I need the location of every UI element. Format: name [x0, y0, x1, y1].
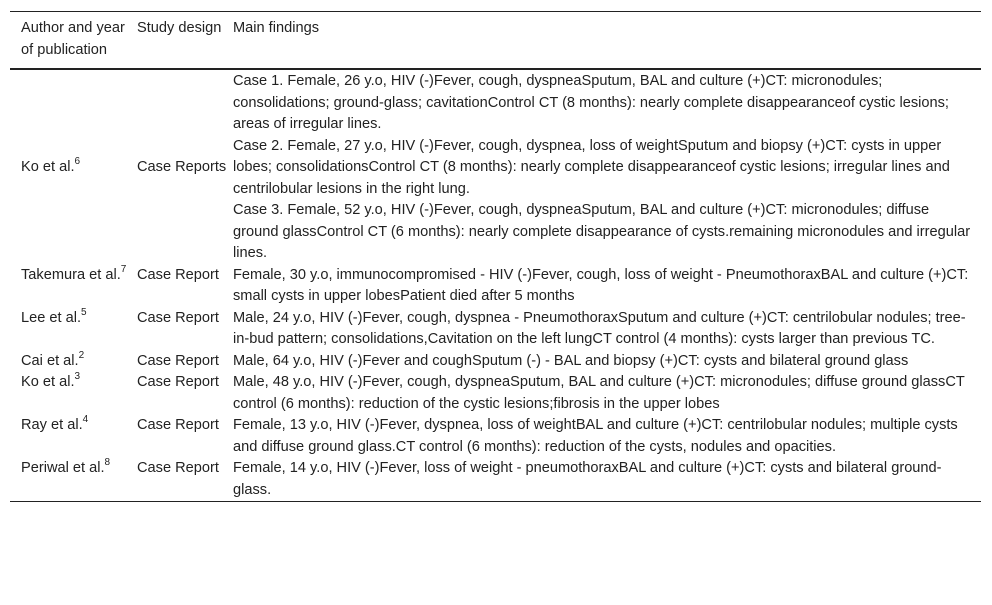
author-cell	[10, 265, 137, 308]
literature-table-container	[10, 11, 981, 502]
table-row	[10, 69, 981, 136]
header-author: Author and year of publication	[21, 20, 125, 58]
reference-number: 5	[81, 306, 87, 318]
findings-cell: Case 3. Female, 52 y.o, HIV (-)Fever, cough, dyspneaSputum, BAL and culture (+)CT: micronodules; diffuse ground glassControl CT (6 months): nearly complete disappearance of cysts.remaining micronodules and irregular lines.	[233, 202, 971, 261]
author-name: Ray et al.	[21, 417, 83, 433]
author-cell	[10, 351, 137, 373]
author-cell	[10, 415, 137, 458]
design-cell: Case Report	[137, 309, 219, 326]
design-cell: Case Report	[137, 417, 219, 433]
findings-cell: Female, 13 y.o, HIV (-)Fever, dyspnea, loss of weightBAL and culture (+)CT: centrilobular nodules; multiple cysts and diffuse ground glass.CT control (6 months): reduction of the cysts, nodules and opacities.	[233, 417, 958, 455]
header-findings: Main findings	[233, 20, 319, 36]
header-row	[10, 12, 981, 70]
table-row	[10, 372, 981, 415]
reference-number: 8	[104, 457, 111, 469]
design-cell: Case Report	[137, 374, 219, 390]
design-cell: Case Reports	[137, 159, 227, 175]
reference-number: 6	[74, 156, 81, 168]
design-cell: Case Report	[137, 352, 219, 369]
author-cell	[10, 372, 137, 415]
author-name: Ko et al.	[21, 374, 75, 390]
reference-number: 7	[120, 263, 127, 275]
author-name: Takemura et al.	[21, 266, 121, 283]
findings-cell: Female, 14 y.o, HIV (-)Fever, loss of weight - pneumothoraxBAL and culture (+)CT: cysts and bilateral ground-glass.	[233, 460, 942, 498]
findings-cell: Female, 30 y.o, immunocompromised - HIV (-)Fever, cough, loss of weight - PneumothoraxBAL and culture (+)CT: small cysts in upper lobesPatient died after 5 months	[233, 266, 969, 304]
findings-cell: Case 1. Female, 26 y.o, HIV (-)Fever, cough, dyspneaSputum, BAL and culture (+)CT: micronodules; consolidations; ground-glass; cavitationControl CT (8 months): nearly complete disappearanceof cystic lesions; areas of irregular lines.	[233, 73, 949, 132]
author-cell	[10, 69, 137, 265]
findings-cell: Male, 24 y.o, HIV (-)Fever, cough, dyspnea - PneumothoraxSputum and culture (+)CT: centrilobular nodules; tree-in-bud pattern; consolidations,Cavitation on the left lungCT control (4 months): cysts larger than previous TC.	[233, 309, 966, 347]
table-row	[10, 265, 981, 308]
author-name: Cai et al.	[21, 352, 79, 369]
author-name: Lee et al.	[21, 309, 82, 326]
design-cell: Case Report	[137, 266, 219, 283]
table-row	[10, 351, 981, 373]
table-row	[10, 415, 981, 458]
reference-number: 2	[78, 349, 85, 361]
table-row	[10, 458, 981, 502]
reference-number: 4	[82, 414, 89, 426]
header-design: Study design	[137, 20, 222, 36]
author-name: Periwal et al.	[21, 460, 105, 476]
author-name: Ko et al.	[21, 159, 75, 175]
author-cell	[10, 458, 137, 502]
table-row	[10, 308, 981, 351]
reference-number: 3	[74, 371, 81, 383]
literature-table	[10, 11, 981, 502]
findings-cell: Case 2. Female, 27 y.o, HIV (-)Fever, cough, dyspnea, loss of weightSputum and biopsy (+)CT: cysts in upper lobes; consolidationsControl CT (8 months): nearly complete disappearanceof cystic lesions; irregular lines and centrilobular lesions in the right lung.	[233, 137, 950, 197]
author-cell	[10, 308, 137, 351]
design-cell: Case Report	[137, 460, 219, 476]
findings-cell: Male, 64 y.o, HIV (-)Fever and coughSputum (-) - BAL and biopsy (+)CT: cysts and bilateral ground glass	[233, 352, 909, 369]
findings-cell: Male, 48 y.o, HIV (-)Fever, cough, dyspneaSputum, BAL and culture (+)CT: micronodules; diffuse ground glassCT control (6 months): reduction of the cystic lesions;fibrosis in the upper lobes	[233, 374, 965, 412]
